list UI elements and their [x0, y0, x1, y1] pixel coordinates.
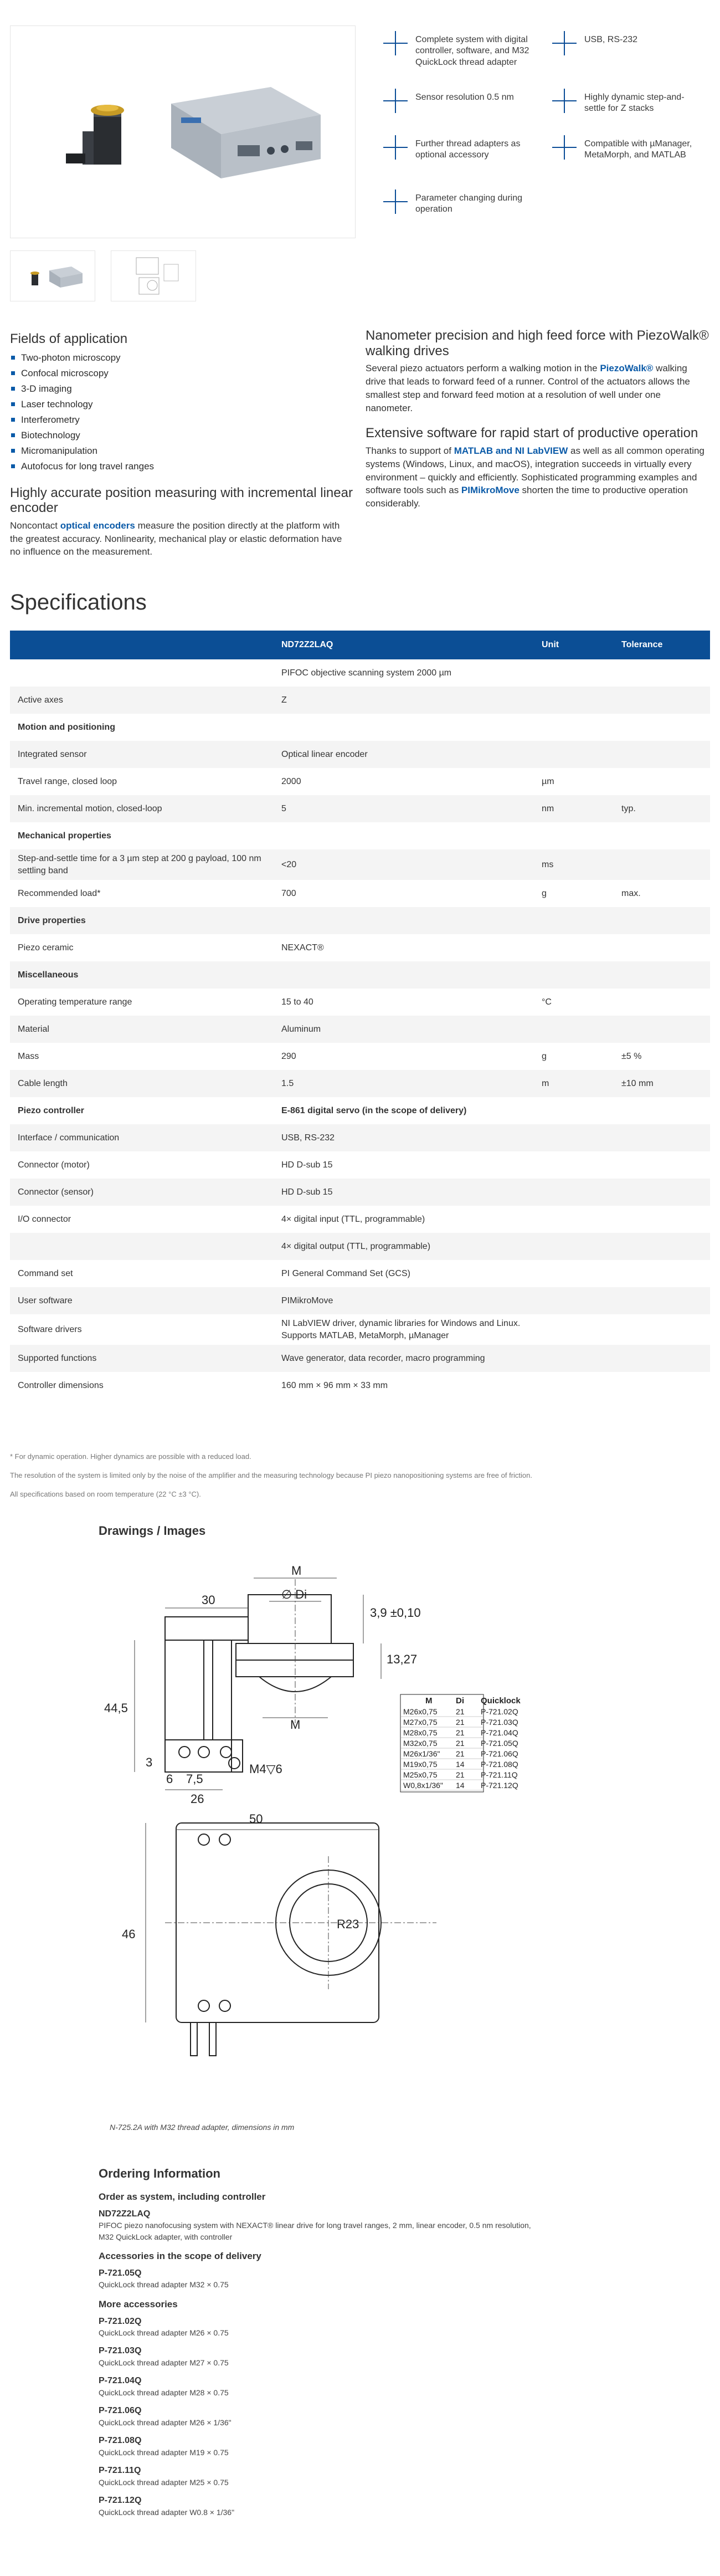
dim-label: M4▽6 [249, 1762, 282, 1776]
table-section-row [10, 1097, 710, 1124]
table-cell: User software [10, 1287, 274, 1314]
text: walking drive that leads to forward feed of a runner. Control of the actuators allows the smallest step and forward feed motion at a resolution of well under one nanometer. [366, 363, 690, 413]
thread-table-cell: M26x0,75 [403, 1707, 438, 1716]
feature-item [551, 134, 712, 161]
table-cell: Cable length [10, 1070, 274, 1097]
connector-circle [229, 1758, 240, 1769]
ordering-section-heading: More accessories [99, 2298, 178, 2309]
table-cell [534, 1260, 614, 1287]
table-cell: Travel range, closed loop [18, 776, 117, 786]
table-cell [614, 1372, 710, 1399]
table-cell: Command set [18, 1268, 73, 1278]
table-row [10, 1206, 710, 1233]
table-cell: Piezo ceramic [18, 943, 74, 952]
connector-circle [219, 1834, 230, 1845]
ordering-item [99, 2405, 542, 2428]
dim-label: 26 [191, 1792, 204, 1806]
thread-table-cell: W0,8x1/36" [403, 1781, 443, 1790]
ordering-code[interactable]: P-721.02Q [99, 2316, 142, 2326]
table-cell: ±5 % [621, 1051, 642, 1061]
table-row [10, 1151, 710, 1179]
table-header-row [10, 631, 710, 659]
connector-circle [179, 1747, 190, 1758]
table-cell [10, 659, 274, 687]
table-row [10, 1016, 710, 1043]
crosshair-icon [551, 134, 578, 161]
ordering-item [99, 2345, 542, 2368]
table-cell: Motion and positioning [18, 722, 115, 732]
right-column [366, 328, 709, 510]
table-cell [614, 1124, 710, 1151]
thread-table-header: Quicklock [481, 1696, 521, 1706]
dim-label: 6 [166, 1772, 173, 1786]
table-cell [274, 907, 534, 934]
table-cell [534, 741, 614, 768]
table-cell [614, 1151, 710, 1179]
table-cell [274, 822, 534, 849]
table-cell [614, 1206, 710, 1233]
table-row [10, 659, 710, 687]
cable [209, 2022, 216, 2056]
table-cell [10, 1233, 274, 1260]
table-cell [534, 1345, 614, 1372]
ordering-code[interactable]: P-721.12Q [99, 2495, 142, 2505]
drawing-shape [204, 1640, 213, 1740]
table-cell [614, 1314, 710, 1345]
table-cell [614, 989, 710, 1016]
thread-table-cell: 21 [456, 1749, 465, 1758]
table-cell [534, 1287, 614, 1314]
column-header [10, 631, 274, 659]
table-cell: I/O connector [18, 1214, 71, 1224]
thread-table-cell: 14 [456, 1781, 465, 1790]
table-cell: 1.5 [274, 1070, 534, 1097]
table-cell [614, 768, 710, 795]
table-row [10, 1345, 710, 1372]
table-cell: Z [274, 687, 534, 714]
dim-label: 44,5 [104, 1701, 128, 1715]
table-row [10, 687, 710, 714]
table-row [10, 849, 710, 880]
table-cell: Mass [18, 1051, 39, 1061]
table-cell [614, 687, 710, 714]
table-cell: <20 [274, 849, 534, 880]
table-row [10, 1260, 710, 1287]
table-cell: HD D-sub 15 [274, 1179, 534, 1206]
product-hero-image[interactable] [10, 25, 356, 238]
feature-text: Complete system with digital controller, software, and M32 QuickLock thread adapter [415, 35, 529, 67]
table-cell [614, 1179, 710, 1206]
ordering-code[interactable]: P-721.06Q [99, 2406, 142, 2416]
table-cell [534, 714, 614, 741]
feature-text: Parameter changing during operation [415, 193, 523, 214]
table-cell: Wave generator, data recorder, macro programming [274, 1345, 534, 1372]
ordering-code[interactable]: P-721.04Q [99, 2376, 142, 2386]
table-row [10, 880, 710, 907]
crosshair-icon [382, 30, 409, 57]
section-heading: Fields of application [10, 331, 128, 346]
fields-of-application [10, 331, 353, 559]
table-cell: 2000 [281, 776, 301, 786]
table-row [10, 1233, 710, 1260]
crosshair-icon [382, 188, 409, 215]
thumbnail-drawing[interactable] [111, 250, 196, 301]
dim-label: 50 [249, 1812, 263, 1826]
application-list [10, 350, 353, 474]
table-section-row [10, 822, 710, 849]
table-cell [534, 961, 614, 989]
section-heading: Highly accurate position measuring with incremental linear encoder [10, 485, 353, 516]
table-cell [534, 1097, 614, 1124]
connector-circle [219, 2000, 230, 2011]
column-header: ND72Z2LAQ [274, 631, 534, 659]
ordering-description: QuickLock thread adapter M28 × 0.75 [99, 2388, 229, 2397]
feature-item [551, 88, 712, 115]
thread-table-cell: P-721.12Q [481, 1781, 518, 1790]
feature-text: Sensor resolution 0.5 nm [415, 93, 514, 102]
dim-label: 30 [202, 1593, 215, 1607]
software-paragraph [366, 444, 709, 510]
dim-label: M [290, 1718, 301, 1732]
thread-table-cell: M32x0,75 [403, 1739, 438, 1748]
feature-text: Further thread adapters as optional accessory [415, 139, 521, 160]
table-row [10, 741, 710, 768]
table-cell [274, 714, 534, 741]
table-row [10, 795, 710, 822]
table-cell [534, 1151, 614, 1179]
feature-item [382, 30, 543, 68]
table-cell: g [542, 1051, 547, 1061]
thread-table-cell: P-721.04Q [481, 1728, 518, 1737]
table-cell: ms [534, 849, 614, 880]
ordering-description: QuickLock thread adapter M32 × 0.75 [99, 2280, 229, 2290]
optical-encoders-link[interactable]: optical encoders [60, 520, 135, 531]
table-cell [534, 687, 614, 714]
list-item: Interferometry [10, 412, 353, 428]
feature-text: USB, RS-232 [584, 35, 638, 44]
ordering-code[interactable]: P-721.11Q [99, 2466, 141, 2476]
table-cell: 4× digital output (TTL, programmable) [274, 1233, 534, 1260]
table-section-row [10, 907, 710, 934]
table-cell [534, 1372, 614, 1399]
table-cell: Operating temperature range [18, 997, 132, 1007]
feature-text: Compatible with µManager, MetaMorph, and MATLAB [584, 139, 692, 160]
feature-item [382, 188, 543, 216]
ordering-title: Ordering Information [99, 2167, 220, 2180]
thread-table-cell: 21 [456, 1770, 465, 1779]
piezowalk-link[interactable]: PiezoWalk® [600, 363, 654, 374]
table-cell: Recommended load* [18, 888, 101, 898]
table-cell [534, 659, 614, 687]
table-cell [614, 1260, 710, 1287]
thumbnail-drawing-image [111, 251, 196, 301]
thread-table-cell: P-721.11Q [481, 1770, 518, 1779]
table-cell: E-861 digital servo (in the scope of delivery) [281, 1105, 467, 1115]
section-heading: Nanometer precision and high feed force with PiezoWalk® walking drives [366, 328, 709, 359]
footnote: * For dynamic operation. Higher dynamics are possible with a reduced load. [10, 1452, 251, 1461]
table-cell: Integrated sensor [10, 741, 274, 768]
table-cell [534, 1314, 614, 1345]
thread-table-cell: 21 [456, 1728, 465, 1737]
table-cell: µm [542, 776, 554, 786]
drawing-shape [236, 1643, 353, 1660]
cable [191, 2022, 197, 2056]
table-cell [614, 1097, 710, 1124]
dim-label: 3,9 ±0,10 [370, 1606, 421, 1620]
table-cell: Connector (motor) [18, 1160, 90, 1170]
thread-table-cell: M25x0,75 [403, 1770, 438, 1779]
thread-table-cell: P-721.03Q [481, 1718, 518, 1727]
ordering-item [99, 2208, 542, 2242]
table-cell: Drive properties [10, 907, 274, 934]
column-header: Unit [534, 631, 614, 659]
drawing-shape [165, 1617, 248, 1640]
table-cell: 290 [281, 1051, 296, 1061]
table-cell [614, 961, 710, 989]
ordering-description: QuickLock thread adapter M26 × 0.75 [99, 2328, 229, 2338]
table-cell: Interface / communication [10, 1124, 274, 1151]
ordering-information [99, 2165, 542, 2524]
crosshair-icon [382, 88, 409, 114]
table-cell: m [534, 1070, 614, 1097]
text: measure the position directly at the platform with the greatest accuracy. Nonlinearity, mechanical play or elastic deformation have no influence on the measurement. [10, 520, 342, 557]
section-heading: Extensive software for rapid start of productive operation [366, 426, 698, 441]
table-row [10, 1043, 710, 1070]
table-cell: g [542, 888, 547, 898]
technical-drawing [93, 1546, 521, 2111]
matlab-labview-link[interactable]: MATLAB and NI LabVIEW [454, 445, 568, 456]
ordering-section-heading: Accessories in the scope of delivery [99, 2250, 261, 2261]
table-row [10, 989, 710, 1016]
thumbnail-product-image [11, 251, 95, 301]
column-header: Tolerance [614, 631, 710, 659]
table-cell: Aluminum [274, 1016, 534, 1043]
text: Noncontact [10, 520, 60, 531]
table-cell [534, 1206, 614, 1233]
table-cell [274, 961, 534, 989]
list-item: Confocal microscopy [10, 366, 353, 381]
list-item: Two-photon microscopy [10, 350, 353, 366]
feature-item [551, 30, 712, 57]
connector-circle [198, 1747, 209, 1758]
feature-text: Highly dynamic step-and-settle for Z stacks [584, 93, 685, 114]
table-cell [614, 714, 710, 741]
dim-label: R23 [337, 1917, 359, 1931]
table-cell [614, 1233, 710, 1260]
table-row [10, 1070, 710, 1097]
table-row [10, 1314, 710, 1345]
table-cell: Piezo controller [18, 1105, 85, 1115]
dim-label: 46 [122, 1927, 136, 1941]
table-cell: °C [542, 997, 552, 1007]
pimikromove-link[interactable]: PIMikroMove [461, 485, 520, 496]
piezowalk-paragraph [366, 362, 709, 414]
table-cell: nm [534, 795, 614, 822]
list-item: Biotechnology [10, 428, 353, 443]
text: Thanks to support of [366, 445, 454, 456]
table-cell [614, 849, 710, 880]
feature-item [382, 134, 543, 161]
ordering-item [99, 2267, 542, 2291]
ordering-code[interactable]: P-721.05Q [99, 2268, 142, 2278]
table-cell: Supported functions [10, 1345, 274, 1372]
thumbnail-product[interactable] [10, 250, 95, 301]
dim-label: M [291, 1564, 302, 1578]
connector-circle [198, 2000, 209, 2011]
table-cell [534, 1179, 614, 1206]
thread-table-cell: 14 [456, 1760, 465, 1769]
list-item: Laser technology [10, 397, 353, 412]
drawings-title: Drawings / Images [99, 1524, 206, 1538]
list-item: Autofocus for long travel ranges [10, 459, 353, 474]
thread-table-header: M [425, 1696, 433, 1706]
table-cell: PIFOC objective scanning system 2000 µm [281, 668, 452, 678]
table-cell: Active axes [10, 687, 274, 714]
table-cell: typ. [614, 795, 710, 822]
ordering-description: QuickLock thread adapter M27 × 0.75 [99, 2358, 229, 2368]
table-cell: HD D-sub 15 [281, 1160, 333, 1170]
drawing-caption: N-725.2A with M32 thread adapter, dimensions in mm [110, 2123, 295, 2132]
table-row [10, 1287, 710, 1314]
ordering-description: QuickLock thread adapter M19 × 0.75 [99, 2447, 229, 2457]
dim-label: 3 [146, 1755, 153, 1769]
thread-table-cell: M19x0,75 [403, 1760, 438, 1769]
table-cell: Connector (sensor) [10, 1179, 274, 1206]
ordering-description: QuickLock thread adapter W0.8 × 1/36" [99, 2507, 235, 2517]
ordering-item [99, 2375, 542, 2398]
specifications-title: Specifications [10, 590, 147, 614]
table-cell: Min. incremental motion, closed-loop [10, 795, 274, 822]
table-cell [534, 1124, 614, 1151]
table-row [10, 934, 710, 961]
table-cell: max. [621, 888, 641, 898]
table-cell: NI LabVIEW driver, dynamic libraries for Windows and Linux. Supports MATLAB, MetaMorph, µManager [281, 1319, 521, 1340]
specifications-table [10, 631, 710, 1399]
table-cell [614, 1016, 710, 1043]
connector-circle [198, 1834, 209, 1845]
connector-circle [220, 1747, 232, 1758]
crosshair-icon [551, 88, 578, 114]
table-cell: 700 [281, 888, 296, 898]
crosshair-icon [551, 30, 578, 57]
table-cell [614, 741, 710, 768]
table-row [10, 1124, 710, 1151]
table-cell [614, 934, 710, 961]
table-cell: PI General Command Set (GCS) [281, 1268, 410, 1278]
crosshair-icon [382, 134, 409, 161]
product-photo [33, 48, 332, 214]
dim-label: 13,27 [387, 1652, 418, 1666]
ordering-description: PIFOC piezo nanofocusing system with NEXACT® linear drive for long travel ranges, 2 mm, linear encoder, 0.5 nm resolution, M32 QuickLock adapter, with controller [99, 2221, 531, 2241]
drawing-shape [248, 1595, 331, 1643]
dim-label: 7,5 [186, 1772, 203, 1786]
table-section-row [10, 714, 710, 741]
thread-table-cell: P-721.08Q [481, 1760, 518, 1769]
thread-table-cell: 21 [456, 1739, 465, 1748]
table-cell [614, 822, 710, 849]
table-row [10, 1179, 710, 1206]
table-row [10, 768, 710, 795]
text: as well as all common operating systems (Windows, Linux, and macOS), integration succeeds in virtually every environment – quickly and efficiently. Sophisticated programming examples and software tools such as [366, 445, 704, 496]
ordering-code[interactable]: P-721.08Q [99, 2436, 142, 2446]
ordering-item [99, 2316, 542, 2339]
table-cell: Optical linear encoder [274, 741, 534, 768]
table-cell [614, 907, 710, 934]
encoder-paragraph [10, 519, 353, 559]
list-item: Micromanipulation [10, 443, 353, 459]
table-cell: Material [10, 1016, 274, 1043]
table-cell [534, 934, 614, 961]
table-cell [534, 907, 614, 934]
thread-table-cell: 21 [456, 1718, 465, 1727]
table-cell: Software drivers [18, 1324, 82, 1334]
drawing-shape [236, 1660, 353, 1677]
table-cell [534, 1233, 614, 1260]
feature-item [382, 88, 543, 114]
text: shorten the time to productive operation considerably. [366, 485, 688, 509]
ordering-code[interactable]: P-721.03Q [99, 2346, 142, 2356]
thread-table-cell: M28x0,75 [403, 1728, 438, 1737]
ordering-item [99, 2495, 542, 2518]
table-cell: Step-and-settle time for a 3 µm step at 200 g payload, 100 nm settling band [10, 849, 274, 880]
table-row [10, 1372, 710, 1399]
table-cell: 4× digital input (TTL, programmable) [281, 1214, 425, 1224]
thread-table-cell: P-721.02Q [481, 1707, 518, 1716]
table-cell: Controller dimensions [18, 1381, 104, 1391]
footnote: All specifications based on room temperature (22 °C ±3 °C). [10, 1490, 201, 1498]
table-cell [534, 822, 614, 849]
table-cell: 160 mm × 96 mm × 33 mm [281, 1381, 388, 1391]
table-cell [534, 1016, 614, 1043]
thread-table-header: Di [456, 1696, 464, 1706]
thread-table-cell: 21 [456, 1707, 465, 1716]
table-cell: ±10 mm [614, 1070, 710, 1097]
table-cell: PIMikroMove [274, 1287, 534, 1314]
table-cell: NEXACT® [281, 943, 324, 952]
ordering-section-heading: Order as system, including controller [99, 2191, 266, 2202]
table-cell: 15 to 40 [281, 997, 313, 1007]
footnote: The resolution of the system is limited only by the noise of the amplifier and the measuring technology because PI piezo nanopositioning systems are free of friction. [10, 1471, 533, 1479]
list-item: 3-D imaging [10, 381, 353, 397]
table-cell: 5 [274, 795, 534, 822]
table-cell [614, 1345, 710, 1372]
thread-table-cell: P-721.06Q [481, 1749, 518, 1758]
ordering-description: QuickLock thread adapter M26 × 1/36" [99, 2418, 232, 2427]
dim-label: ∅ Di [281, 1587, 307, 1601]
ordering-code[interactable]: ND72Z2LAQ [99, 2209, 151, 2219]
table-cell: Mechanical properties [18, 831, 111, 841]
thread-table-cell: P-721.05Q [481, 1739, 518, 1748]
thread-table-cell: M26x1/36" [403, 1749, 440, 1758]
table-section-row [10, 961, 710, 989]
table-cell: Miscellaneous [10, 961, 274, 989]
text: Several piezo actuators perform a walking motion in the [366, 363, 600, 374]
ordering-description: QuickLock thread adapter M25 × 0.75 [99, 2477, 229, 2487]
table-cell: USB, RS-232 [274, 1124, 534, 1151]
table-cell [614, 659, 710, 687]
thread-table-cell: M27x0,75 [403, 1718, 438, 1727]
ordering-item [99, 2435, 542, 2458]
table-cell [614, 1287, 710, 1314]
ordering-item [99, 2465, 542, 2488]
